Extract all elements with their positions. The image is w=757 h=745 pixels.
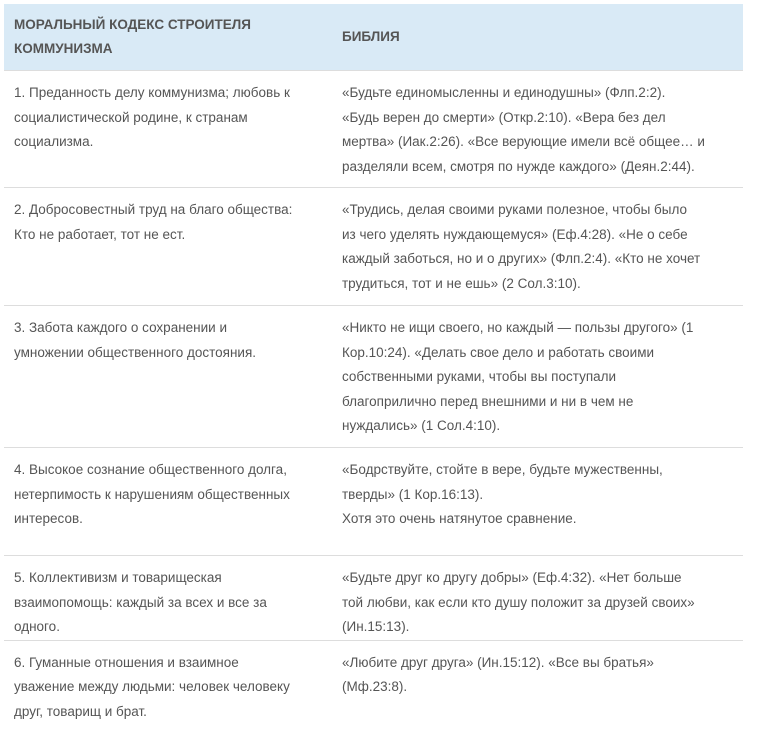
table-header-row bbox=[4, 4, 743, 71]
bible-cell: «Никто не ищи своего, но каждый — пользы другого» (1 Кор.10:24). «Делать свое дело и работать своими собственными руками, чтобы вы поступали благоприлично перед внешними и ни в чем не нуждались» (1 Сол.4:10). bbox=[328, 306, 743, 448]
bible-cell: «Будьте единомысленны и единодушны» (Флп.2:2). «Будь верен до смерти» (Откр.2:10). «Вера без дел мертва» (Иак.2:26). «Все верующие имели всё общее… и разделяли всем, смотря по нужде каждого» (Деян.2:44). bbox=[328, 71, 743, 188]
moral-code-cell: 5. Коллективизм и товарищеская взаимопомощь: каждый за всех и все за одного. bbox=[4, 556, 328, 641]
table-row bbox=[4, 640, 743, 745]
table-row bbox=[4, 448, 743, 556]
table-row bbox=[4, 556, 743, 641]
bible-cell: «Трудись, делая своими руками полезное, чтобы было из чего уделять нуждающемуся» (Еф.4:28). «Не о себе каждый заботься, но и о других» (Флп.2:4). «Кто не хочет трудиться, тот и не ешь» (2 Сол.3:10). bbox=[328, 188, 743, 306]
header-bible: БИБЛИЯ bbox=[328, 4, 743, 71]
moral-code-cell: 3. Забота каждого о сохранении и умножении общественного достояния. bbox=[4, 306, 328, 448]
moral-code-cell: 4. Высокое сознание общественного долга, нетерпимость к нарушениям общественных интересов. bbox=[4, 448, 328, 556]
moral-code-cell: 2. Добросовестный труд на благо общества: Кто не работает, тот не ест. bbox=[4, 188, 328, 306]
comparison-table bbox=[4, 4, 743, 745]
header-moral-code: МОРАЛЬНЫЙ КОДЕКС СТРОИТЕЛЯ КОММУНИЗМА bbox=[4, 4, 328, 71]
bible-cell: «Любите друг друга» (Ин.15:12). «Все вы братья» (Мф.23:8). bbox=[328, 640, 743, 745]
moral-code-cell: 1. Преданность делу коммунизма; любовь к социалистической родине, к странам социализма. bbox=[4, 71, 328, 188]
table-row bbox=[4, 306, 743, 448]
moral-code-cell: 6. Гуманные отношения и взаимное уважение между людьми: человек человеку друг, товарищ и брат. bbox=[4, 640, 328, 745]
bible-cell: «Бодрствуйте, стойте в вере, будьте мужественны, тверды» (1 Кор.16:13). Хотя это очень натянутое сравнение. bbox=[328, 448, 743, 556]
bible-cell: «Будьте друг ко другу добры» (Еф.4:32). «Нет больше той любви, как если кто душу положит за друзей своих» (Ин.15:13). bbox=[328, 556, 743, 641]
table-row bbox=[4, 188, 743, 306]
table-row bbox=[4, 71, 743, 188]
